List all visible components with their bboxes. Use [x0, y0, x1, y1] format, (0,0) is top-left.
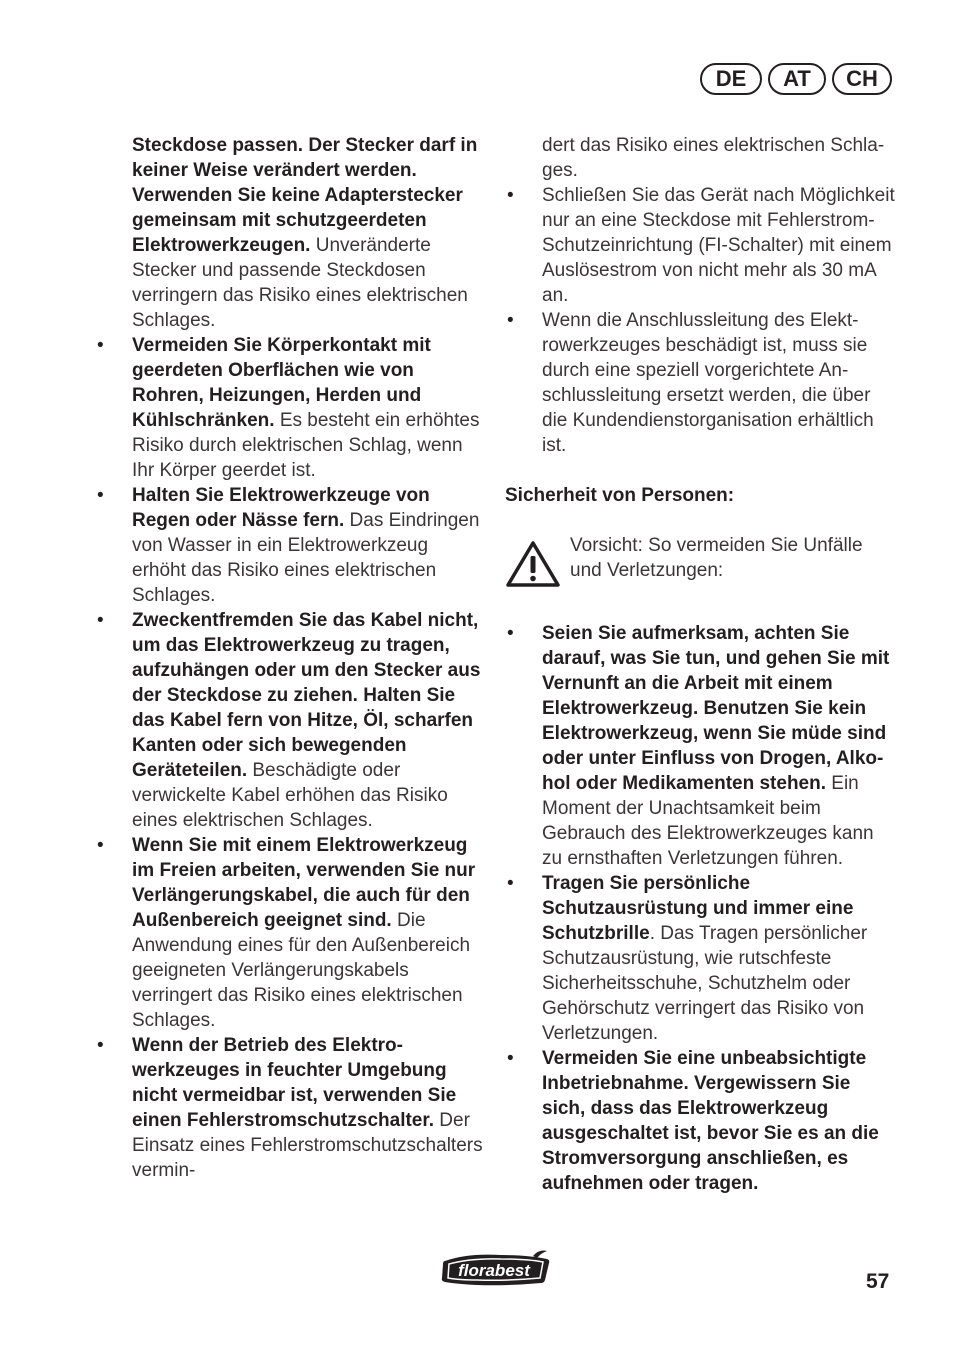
continued-paragraph: dert das Risiko eines elektrischen Schlages. [542, 135, 885, 181]
language-badge-at: AT [768, 63, 826, 95]
bullet: • [507, 310, 514, 331]
bullet: • [97, 610, 104, 631]
section-heading: Sicherheit von Personen: [505, 485, 735, 506]
left-column [95, 133, 485, 1183]
bullet: • [507, 185, 514, 206]
bullet: • [97, 1035, 104, 1056]
list-item: • Wenn Sie mit einem Elektrowerkzeug im Freien arbeiten, verwenden Sie nur Verlängerungskabel, die auch für den Außenbereich geeignet sind. Die Anwendung eines für den Außenbereich geeigneten Verlängerungskabels verringert das Risiko eines elektrischen Schlages. [97, 835, 476, 1031]
bullet: • [97, 835, 104, 856]
language-badges [700, 63, 892, 95]
right-column [505, 133, 895, 1196]
bullet: • [97, 485, 104, 506]
bullet: • [507, 1048, 514, 1069]
list-item: • Vermeiden Sie Körperkontakt mit geerdeten Oberflächen wie von Rohren, Heizungen, Herden und Kühlschränken. Es besteht ein erhöhtes Risiko durch elektrischen Schlag, wenn Ihr Körper geerdet ist. [97, 335, 480, 481]
list-item: • Halten Sie Elektrowerkzeuge von Regen oder Nässe fern. Das Eindringen von Wasser in ein Elektrowerkzeug erhöht das Risiko eines elektrischen Schlages. [97, 485, 480, 606]
language-badge-ch: CH [832, 63, 892, 95]
bullet: • [97, 335, 104, 356]
warning-triangle-icon [505, 533, 570, 596]
svg-text:florabest: florabest [458, 1261, 530, 1280]
bullet: • [507, 623, 514, 644]
continued-paragraph: Steckdose passen. Der Stecker darf in keiner Weise verändert werden. Verwenden Sie keine Adapterstecker gemeinsam mit schutzgeerdeten Elektrowerkzeugen. Unveränderte Stecker und passende Steckdosen verringern das Risiko eines elektrischen Schlages. [132, 135, 478, 331]
language-badge-de: DE [700, 63, 762, 95]
list-item: • Wenn der Betrieb des Elektrowerkzeuges in feuchter Umgebung nicht vermeidbar ist, verwenden Sie einen Fehlerstromschutzschalter. Der Einsatz eines Fehlerstromschutzschalters vermin- [97, 1035, 483, 1181]
bullet: • [507, 873, 514, 894]
list-item: • Tragen Sie persönliche Schutzausrüstung und immer eine Schutzbrille. Das Tragen persönlicher Schutzausrüstung, wie rutschfeste Sicherheitsschuhe, Schutzhelm oder Gehörschutz verringert das Risiko von Verletzungen. [507, 873, 868, 1044]
warning-text: Vorsicht: So vermeiden Sie Unfälle und Verletzungen: [570, 535, 863, 581]
list-item: • Zweckentfremden Sie das Kabel nicht, um das Elektrowerkzeug zu tragen, aufzuhängen oder um den Stecker aus der Steckdose zu ziehen. Halten Sie das Kabel fern von Hitze, Öl, scharfen Kanten oder sich bewegenden Geräteteilen. Beschädigte oder verwickelte Kabel erhöhen das Risiko eines elektrischen Schlages. [97, 610, 481, 831]
list-item: • Vermeiden Sie eine unbeabsichtigte Inbetriebnahme. Vergewissern Sie sich, dass das Elektrowerkzeug ausgeschaltet ist, bevor Sie es an die Stromversorgung anschließen, es aufnehmen oder tragen. [507, 1048, 879, 1194]
warning-note [505, 533, 895, 596]
page-number: 57 [866, 1270, 890, 1293]
florabest-logo [437, 1249, 553, 1294]
list-item: • Schließen Sie das Gerät nach Möglichkeit nur an eine Steckdose mit Fehlerstrom-Schutzeinrichtung (FI-Schalter) mit einem Auslösestrom von nicht mehr als 30 mA an. [507, 185, 895, 306]
list-item: • Seien Sie aufmerksam, achten Sie darauf, was Sie tun, und gehen Sie mit Vernunft an die Arbeit mit einem Elektrowerkzeug. Benutzen Sie kein Elektrowerkzeug, wenn Sie müde sind oder unter Einfluss von Drogen, Alkohol oder Medikamenten stehen. Ein Moment der Unachtsamkeit beim Gebrauch des Elektrowerkzeuges kann zu ernsthaften Verletzungen führen. [507, 623, 890, 869]
list-item: • Wenn die Anschlussleitung des Elektrowerkzeuges beschädigt ist, muss sie durch eine speziell vorgerichtete Anschlussleitung ersetzt werden, die über die Kundendienstorganisation erhältlich ist. [507, 310, 874, 456]
